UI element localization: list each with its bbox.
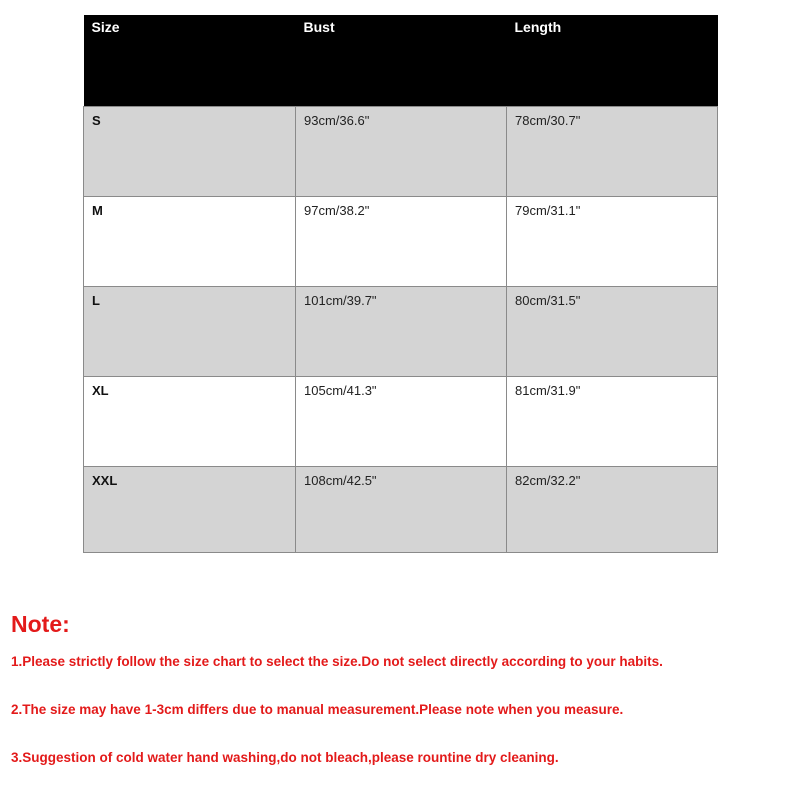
bust-cell: 93cm/36.6" (296, 106, 507, 196)
table-row (84, 196, 718, 286)
bust-cell: 97cm/38.2" (296, 196, 507, 286)
size-cell: M (84, 196, 296, 286)
size-cell: S (84, 106, 296, 196)
bust-cell: 101cm/39.7" (296, 286, 507, 376)
note-title: Note: (11, 611, 70, 637)
length-cell: 79cm/31.1" (507, 196, 718, 286)
length-cell: 82cm/32.2" (507, 466, 718, 552)
note-item-3: 3.Suggestion of cold water hand washing,do not bleach,please rountine dry cleaning. (11, 750, 559, 765)
header-size: Size (84, 15, 296, 106)
length-cell: 81cm/31.9" (507, 376, 718, 466)
bust-cell: 108cm/42.5" (296, 466, 507, 552)
table-row (84, 286, 718, 376)
size-cell: XL (84, 376, 296, 466)
table-row (84, 466, 718, 552)
table-row (84, 376, 718, 466)
note-item-2: 2.The size may have 1-3cm differs due to manual measurement.Please note when you measure. (11, 702, 624, 717)
size-cell: L (84, 286, 296, 376)
size-cell: XXL (84, 466, 296, 552)
length-cell: 78cm/30.7" (507, 106, 718, 196)
length-cell: 80cm/31.5" (507, 286, 718, 376)
note-item-1: 1.Please strictly follow the size chart to select the size.Do not select directly according to your habits. (11, 654, 663, 669)
header-bust: Bust (296, 15, 507, 106)
bust-cell: 105cm/41.3" (296, 376, 507, 466)
size-chart-table (83, 15, 718, 553)
table-row (84, 106, 718, 196)
header-length: Length (507, 15, 718, 106)
notes-section (11, 610, 796, 797)
table-header-row (84, 15, 718, 106)
